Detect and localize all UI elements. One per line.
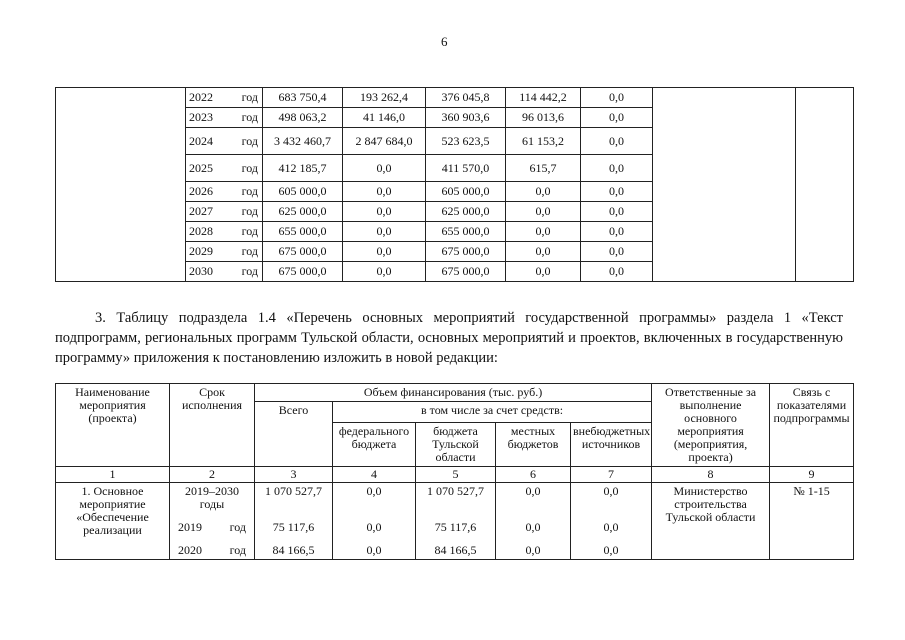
year-value: 2023 xyxy=(189,110,213,124)
year-label: год xyxy=(241,184,258,198)
measure-regional: 1 070 527,7 xyxy=(427,484,484,498)
year-cell xyxy=(186,222,263,242)
cell-regional: 360 903,6 xyxy=(426,108,506,128)
year-cell xyxy=(186,182,263,202)
cell-local: 61 153,2 xyxy=(506,128,581,155)
column-number: 6 xyxy=(496,467,571,483)
sub-federal: 0,0 xyxy=(366,543,382,557)
year-cell xyxy=(186,108,263,128)
cell-total: 675 000,0 xyxy=(263,242,343,262)
cell-extra: 0,0 xyxy=(581,108,653,128)
cell-extra: 0,0 xyxy=(581,262,653,282)
sub-regional: 84 166,5 xyxy=(434,543,477,557)
year-value: 2027 xyxy=(189,204,213,218)
measure-name-continued xyxy=(56,88,186,282)
cell-total: 605 000,0 xyxy=(263,182,343,202)
measure-federal-cell xyxy=(333,483,416,560)
cell-local: 615,7 xyxy=(506,155,581,182)
cell-federal: 0,0 xyxy=(343,182,426,202)
year-value: 2030 xyxy=(189,264,213,278)
sub-local: 0,0 xyxy=(525,543,541,557)
sub-extra: 0,0 xyxy=(603,543,619,557)
cell-regional: 605 000,0 xyxy=(426,182,506,202)
cell-extra: 0,0 xyxy=(581,155,653,182)
column-number: 4 xyxy=(333,467,416,483)
cell-extra: 0,0 xyxy=(581,128,653,155)
cell-extra: 0,0 xyxy=(581,242,653,262)
header-including: в том числе за счет средств: xyxy=(333,402,652,423)
cell-regional: 655 000,0 xyxy=(426,222,506,242)
responsible-continued xyxy=(653,88,796,282)
column-number: 5 xyxy=(416,467,496,483)
sub-year: 2020 xyxy=(178,543,202,557)
cell-total: 498 063,2 xyxy=(263,108,343,128)
header-term: Срок исполнения xyxy=(170,384,255,467)
year-value: 2022 xyxy=(189,90,213,104)
cell-total: 683 750,4 xyxy=(263,88,343,108)
link-continued xyxy=(796,88,854,282)
year-label: год xyxy=(241,160,258,175)
cell-regional: 411 570,0 xyxy=(426,155,506,182)
cell-total: 625 000,0 xyxy=(263,202,343,222)
measure-term: 2019–2030 годы xyxy=(185,484,239,511)
year-value: 2024 xyxy=(189,133,213,148)
measure-extra: 0,0 xyxy=(603,484,619,498)
cell-local: 96 013,6 xyxy=(506,108,581,128)
column-number: 9 xyxy=(770,467,854,483)
year-value: 2025 xyxy=(189,160,213,175)
year-label: год xyxy=(241,90,258,104)
header-total: Всего xyxy=(255,402,333,467)
cell-total: 412 185,7 xyxy=(263,155,343,182)
year-value: 2028 xyxy=(189,224,213,238)
measure-total: 1 070 527,7 xyxy=(265,484,322,498)
year-label: год xyxy=(241,244,258,258)
sub-local: 0,0 xyxy=(525,520,541,534)
measure-federal: 0,0 xyxy=(366,484,382,498)
header-funding: Объем финансирования (тыс. руб.) xyxy=(255,384,652,402)
cell-total: 675 000,0 xyxy=(263,262,343,282)
sub-total: 84 166,5 xyxy=(272,543,315,557)
sub-regional: 75 117,6 xyxy=(434,520,477,534)
column-number: 2 xyxy=(170,467,255,483)
cell-federal: 0,0 xyxy=(343,242,426,262)
cell-local: 114 442,2 xyxy=(506,88,581,108)
cell-extra: 0,0 xyxy=(581,182,653,202)
column-number: 1 xyxy=(56,467,170,483)
year-cell xyxy=(186,262,263,282)
cell-regional: 675 000,0 xyxy=(426,242,506,262)
column-number: 3 xyxy=(255,467,333,483)
header-responsible: Ответственные за выполнение основного мероприятия (мероприятия, проекта) xyxy=(652,384,770,467)
year-cell xyxy=(186,128,263,155)
year-cell xyxy=(186,242,263,262)
year-value: 2026 xyxy=(189,184,213,198)
header-link: Связь с показателями подпрограммы xyxy=(770,384,854,467)
cell-regional: 625 000,0 xyxy=(426,202,506,222)
measure-extra-cell xyxy=(571,483,652,560)
sub-year-row xyxy=(172,544,252,557)
measures-table xyxy=(55,383,854,560)
cell-local: 0,0 xyxy=(506,242,581,262)
year-value: 2029 xyxy=(189,244,213,258)
header-regional: бюджета Тульской области xyxy=(416,423,496,467)
sub-year: 2019 xyxy=(178,520,202,534)
year-label: год xyxy=(241,133,258,148)
cell-total: 3 432 460,7 xyxy=(263,128,343,155)
year-label: год xyxy=(241,204,258,218)
header-federal: федерального бюджета xyxy=(333,423,416,467)
column-number: 7 xyxy=(571,467,652,483)
cell-regional: 675 000,0 xyxy=(426,262,506,282)
cell-regional: 376 045,8 xyxy=(426,88,506,108)
cell-federal: 0,0 xyxy=(343,202,426,222)
cell-extra: 0,0 xyxy=(581,88,653,108)
year-label: год xyxy=(241,110,258,124)
header-name: Наименование мероприятия (проекта) xyxy=(56,384,170,467)
cell-federal: 0,0 xyxy=(343,155,426,182)
sub-year-label: год xyxy=(229,520,246,534)
page-number: 6 xyxy=(441,34,448,49)
cell-federal: 2 847 684,0 xyxy=(343,128,426,155)
measure-local-cell xyxy=(496,483,571,560)
header-local: местных бюджетов xyxy=(496,423,571,467)
cell-local: 0,0 xyxy=(506,202,581,222)
year-label: год xyxy=(241,264,258,278)
cell-regional: 523 623,5 xyxy=(426,128,506,155)
sub-extra: 0,0 xyxy=(603,520,619,534)
cell-extra: 0,0 xyxy=(581,222,653,242)
funding-table-continuation xyxy=(55,87,854,282)
measure-regional-cell xyxy=(416,483,496,560)
cell-local: 0,0 xyxy=(506,182,581,202)
measure-total-cell xyxy=(255,483,333,560)
measure-name: 1. Основное мероприятие «Обеспечение реализации xyxy=(56,483,170,560)
cell-federal: 193 262,4 xyxy=(343,88,426,108)
cell-federal: 0,0 xyxy=(343,222,426,242)
sub-year-row xyxy=(172,521,252,534)
sub-federal: 0,0 xyxy=(366,520,382,534)
measure-local: 0,0 xyxy=(525,484,541,498)
funding-year-row xyxy=(56,88,854,108)
year-cell xyxy=(186,202,263,222)
year-cell xyxy=(186,155,263,182)
measure-responsible: Министерство строительства Тульской области xyxy=(652,483,770,560)
cell-federal: 41 146,0 xyxy=(343,108,426,128)
sub-year-label: год xyxy=(229,543,246,557)
column-number: 8 xyxy=(652,467,770,483)
measure-term-cell xyxy=(170,483,255,560)
cell-total: 655 000,0 xyxy=(263,222,343,242)
cell-local: 0,0 xyxy=(506,262,581,282)
instruction-paragraph: 3. Таблицу подраздела 1.4 «Перечень основных мероприятий государственной программы» раздела 1 «Текст подпрограмм, региональных программ Тульской области, основных мероприятий и проектов, включенных в государственную программу» приложения к постановлению изложить в новой редакции: xyxy=(55,310,843,366)
sub-total: 75 117,6 xyxy=(272,520,315,534)
cell-extra: 0,0 xyxy=(581,202,653,222)
year-cell xyxy=(186,88,263,108)
cell-local: 0,0 xyxy=(506,222,581,242)
year-label: год xyxy=(241,224,258,238)
cell-federal: 0,0 xyxy=(343,262,426,282)
measure-link: № 1-15 xyxy=(770,483,854,560)
header-extra: внебюджетных источников xyxy=(571,423,652,467)
